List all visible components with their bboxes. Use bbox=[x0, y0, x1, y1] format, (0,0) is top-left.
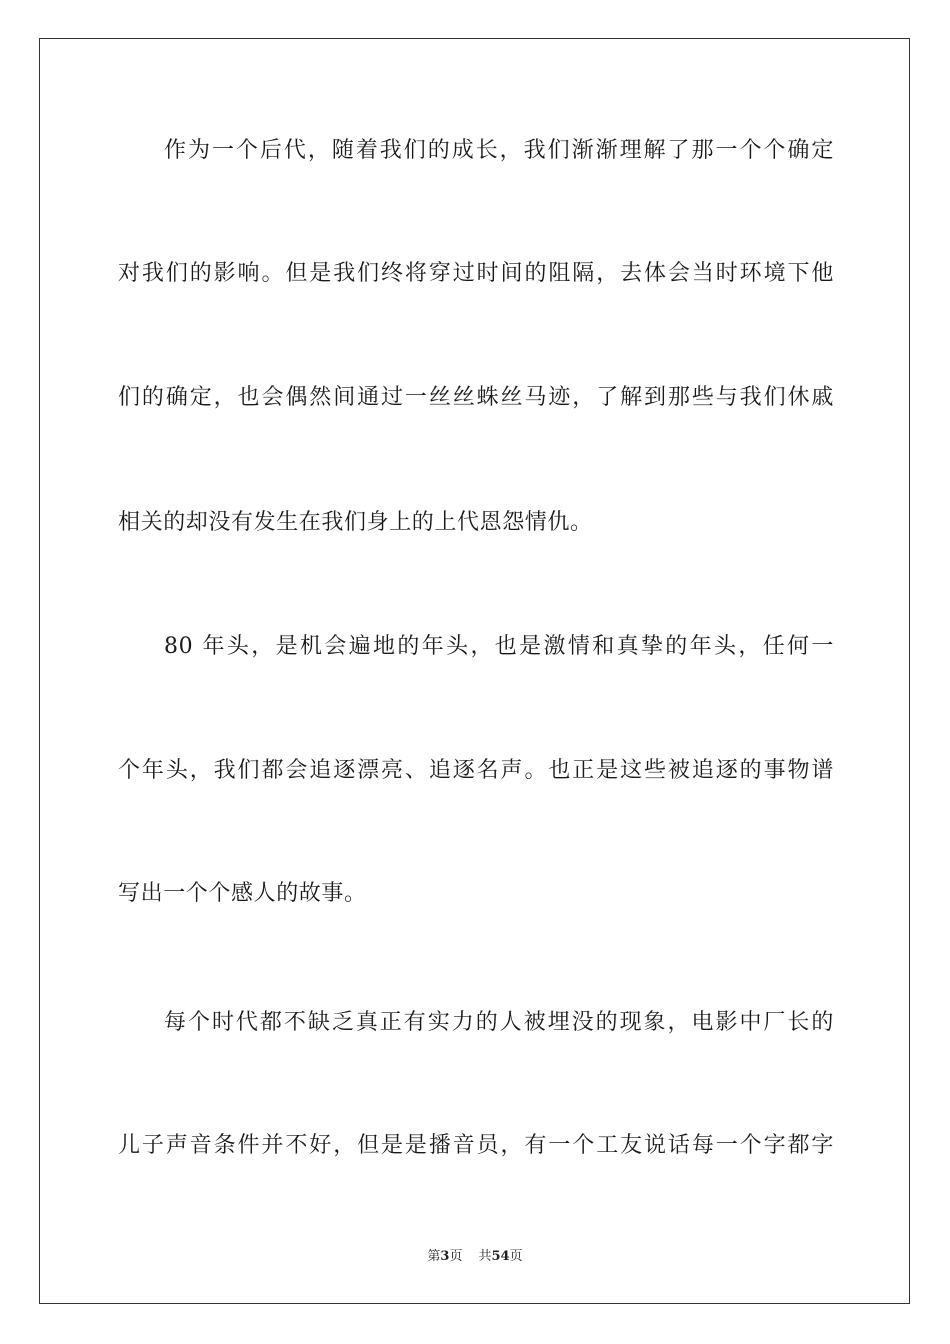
paragraph-3-line-1: 每个时代都不缺乏真正有实力的人被埋没的现象，电影中厂长的 bbox=[164, 1010, 834, 1035]
paragraph-1-line-2: 对我们的影响。但是我们终将穿过时间的阻隔，去体会当时环境下他 bbox=[118, 261, 834, 286]
paragraph-2-line-3: 写出一个个感人的故事。 bbox=[118, 881, 367, 906]
paragraph-2-line-1: 80 年头，是机会遍地的年头，也是激情和真挚的年头，任何一 bbox=[164, 634, 834, 659]
paragraph-2-line-2: 个年头，我们都会追逐漂亮、追逐名声。也正是这些被追逐的事物谱 bbox=[118, 758, 834, 783]
paragraph-1-line-4: 相关的却没有发生在我们身上的上代恩怨情仇。 bbox=[118, 510, 593, 535]
footer-page-number: 3 bbox=[440, 1249, 450, 1264]
paragraph-3-line-2: 儿子声音条件并不好，但是是播音员，有一个工友说话每一个字都字 bbox=[118, 1133, 834, 1158]
footer-page-suffix: 页 bbox=[449, 1249, 463, 1264]
footer-total-prefix: 共 bbox=[478, 1249, 492, 1264]
page-border bbox=[39, 38, 910, 1304]
paragraph-1-line-3: 们的确定，也会偶然间通过一丝丝蛛丝马迹，了解到那些与我们休戚 bbox=[118, 385, 834, 410]
paragraph-1-line-1: 作为一个后代，随着我们的成长，我们渐渐理解了那一个个确定 bbox=[164, 138, 834, 163]
page-footer bbox=[0, 1249, 950, 1265]
footer-total-pages: 54 bbox=[491, 1249, 510, 1264]
footer-page-prefix: 第 bbox=[427, 1249, 441, 1264]
footer-total-suffix: 页 bbox=[509, 1249, 523, 1264]
